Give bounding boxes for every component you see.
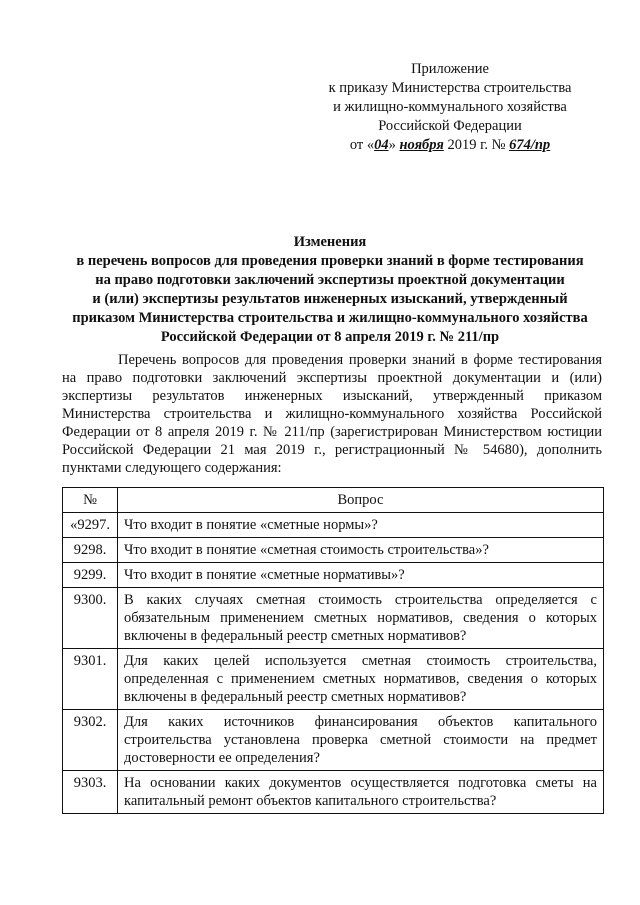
question-text: В каких случаях сметная стоимость строительства определяется с обязательным применением сметных нормативов, сведения о которых включены в федеральный реестр сметных нормативов? [118, 588, 604, 649]
table-row [63, 649, 604, 710]
question-number: 9298. [63, 538, 118, 563]
title-line: в перечень вопросов для проведения проверки знаний в форме тестирования [76, 253, 584, 269]
intro-line: пунктами следующего содержания: [62, 460, 282, 476]
table-row [63, 563, 604, 588]
table-row [63, 513, 604, 538]
intro-line: Федерации от 8 апреля 2019 г. № 211/пр (зарегистрирован Министерством юстиции [62, 424, 602, 440]
intro-paragraph [62, 351, 602, 477]
date-prefix: от « [349, 137, 375, 153]
question-text: Что входит в понятие «сметная стоимость строительства»? [118, 538, 604, 563]
header-line: и жилищно-коммунального хозяйства [333, 99, 567, 115]
order-month: ноября [399, 137, 444, 153]
question-number: 9299. [63, 563, 118, 588]
table-row [63, 710, 604, 771]
questions-table [62, 487, 604, 814]
question-text: На основании каких документов осуществляется подготовка сметы на капитальный ремонт объектов капитального строительства? [118, 771, 604, 814]
column-header-number: № [63, 488, 118, 513]
title-line: Российской Федерации от 8 апреля 2019 г. № 211/пр [160, 329, 500, 345]
order-number: 674/пр [509, 137, 551, 153]
title-line: и (или) экспертизы результатов инженерных изысканий, утвержденный [92, 291, 568, 307]
column-header-question: Вопрос [118, 488, 604, 513]
question-number: 9300. [63, 588, 118, 649]
table-row [63, 538, 604, 563]
title-line: на право подготовки заключений экспертизы проектной документации [95, 272, 565, 288]
document-title [52, 233, 608, 347]
table-header-row [63, 488, 604, 513]
header-line: Приложение [411, 61, 489, 77]
header-line: Российской Федерации [378, 118, 522, 134]
intro-line: Российской Федерации 21 мая 2019 г., регистрационный № 54680), дополнить [62, 442, 602, 458]
question-text: Что входит в понятие «сметные нормативы»? [118, 563, 604, 588]
question-number: 9303. [63, 771, 118, 814]
intro-line: Министерства строительства и жилищно-коммунального хозяйства Российской [62, 406, 602, 422]
date-mid: » [388, 137, 400, 153]
table-row [63, 588, 604, 649]
table-row [63, 771, 604, 814]
intro-line: Перечень вопросов для проведения проверки знаний в форме тестирования [118, 352, 602, 368]
intro-line: экспертизы результатов инженерных изысканий, утвержденный приказом [62, 388, 602, 404]
intro-line: на право подготовки заключений экспертизы проектной документации и (или) [62, 370, 602, 386]
question-text: Для каких целей используется сметная стоимость строительства, определенная с применением сметных нормативов, сведения о которых включены в федеральный реестр сметных нормативов? [118, 649, 604, 710]
order-day: 04 [374, 137, 389, 153]
question-number: 9301. [63, 649, 118, 710]
header-line: к приказу Министерства строительства [328, 80, 572, 96]
title-line: Изменения [293, 234, 367, 250]
question-number: 9302. [63, 710, 118, 771]
appendix-header [300, 60, 600, 155]
question-number: «9297. [63, 513, 118, 538]
title-line: приказом Министерства строительства и жилищно-коммунального хозяйства [72, 310, 588, 326]
question-text: Для каких источников финансирования объектов капитального строительства установлена проверка сметной стоимости на предмет достоверности ее определения? [118, 710, 604, 771]
order-year: 2019 г. № [447, 137, 506, 153]
order-date-line [300, 136, 600, 155]
question-text: Что входит в понятие «сметные нормы»? [118, 513, 604, 538]
